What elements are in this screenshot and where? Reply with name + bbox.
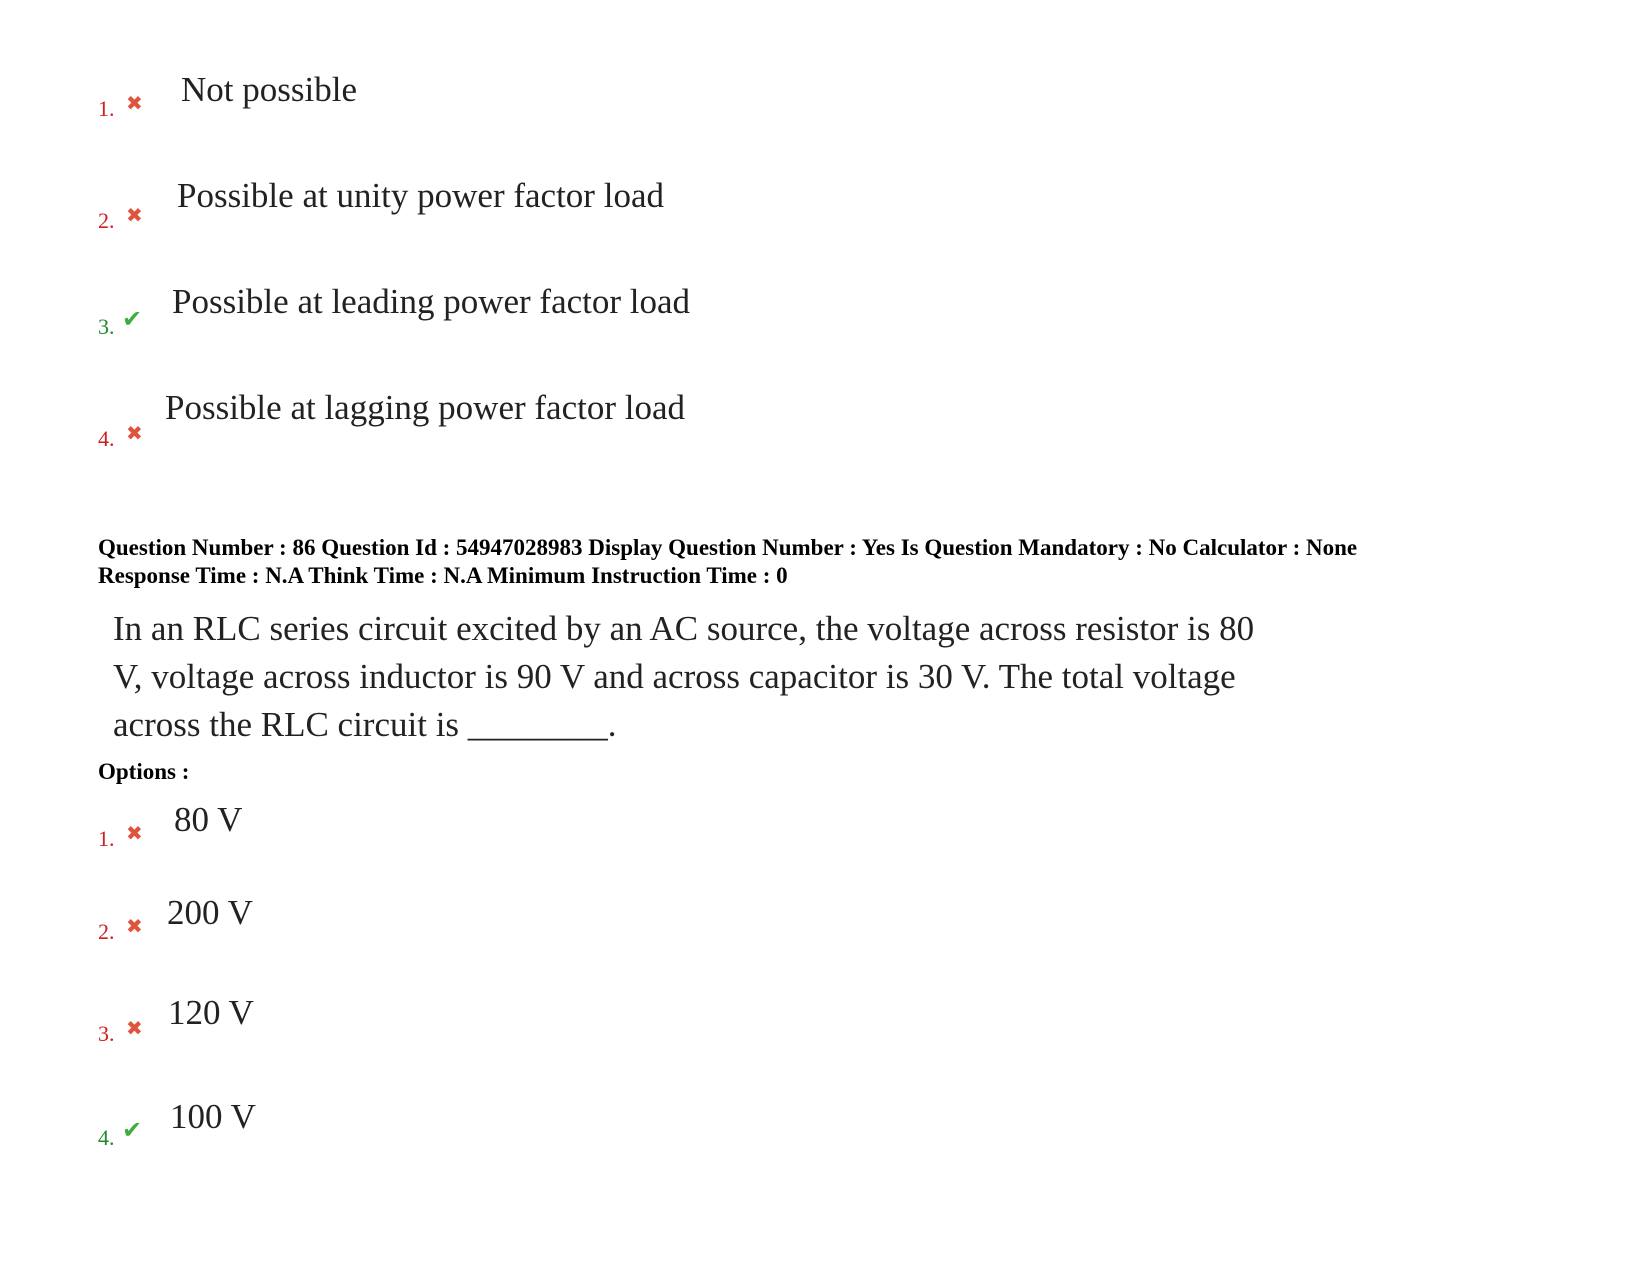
option-text: Possible at unity power factor load <box>177 176 664 215</box>
question-meta-line-2: Response Time : N.A Think Time : N.A Minimum Instruction Time : 0 <box>98 563 788 588</box>
option-number: 3. <box>98 314 115 339</box>
check-icon: ✔ <box>122 1116 143 1144</box>
cross-icon: ✖ <box>126 821 143 845</box>
option-text: Possible at leading power factor load <box>172 282 691 321</box>
prev-option-2 <box>0 176 900 236</box>
question-text-line: V, voltage across inductor is 90 V and across capacitor is 30 V. The total voltage <box>113 657 1236 696</box>
option-number: 1. <box>98 96 115 121</box>
prev-option-1 <box>0 70 900 130</box>
cross-icon: ✖ <box>126 203 143 227</box>
option-1 <box>0 800 900 860</box>
option-number: 4. <box>98 1125 115 1150</box>
prev-option-3 <box>0 282 900 342</box>
option-text: Not possible <box>181 70 357 109</box>
question-meta-line-1: Question Number : 86 Question Id : 54947028983 Display Question Number : Yes Is Question Mandatory : No Calculator : None <box>98 535 1358 560</box>
prev-option-4 <box>0 388 900 451</box>
cross-icon: ✖ <box>126 421 143 445</box>
cross-icon: ✖ <box>126 914 143 938</box>
option-4 <box>0 1097 900 1157</box>
question-text-line: In an RLC series circuit excited by an AC source, the voltage across resistor is 80 <box>113 609 1255 648</box>
option-text: 200 V <box>167 893 253 932</box>
option-number: 2. <box>98 919 115 944</box>
option-number: 4. <box>98 426 115 451</box>
option-number: 3. <box>98 1021 115 1046</box>
option-text: 80 V <box>174 800 243 839</box>
question-text-line: across the RLC circuit is ________. <box>113 705 617 744</box>
cross-icon: ✖ <box>126 1016 143 1040</box>
option-text: Possible at lagging power factor load <box>165 388 686 427</box>
option-2 <box>0 893 900 953</box>
option-number: 1. <box>98 826 115 851</box>
option-number: 2. <box>98 208 115 233</box>
option-3 <box>0 993 900 1053</box>
option-text: 120 V <box>168 993 254 1032</box>
option-text: 100 V <box>170 1097 256 1136</box>
cross-icon: ✖ <box>126 91 143 115</box>
check-icon: ✔ <box>122 305 143 333</box>
options-label: Options : <box>98 759 190 784</box>
question-text <box>113 605 1343 749</box>
